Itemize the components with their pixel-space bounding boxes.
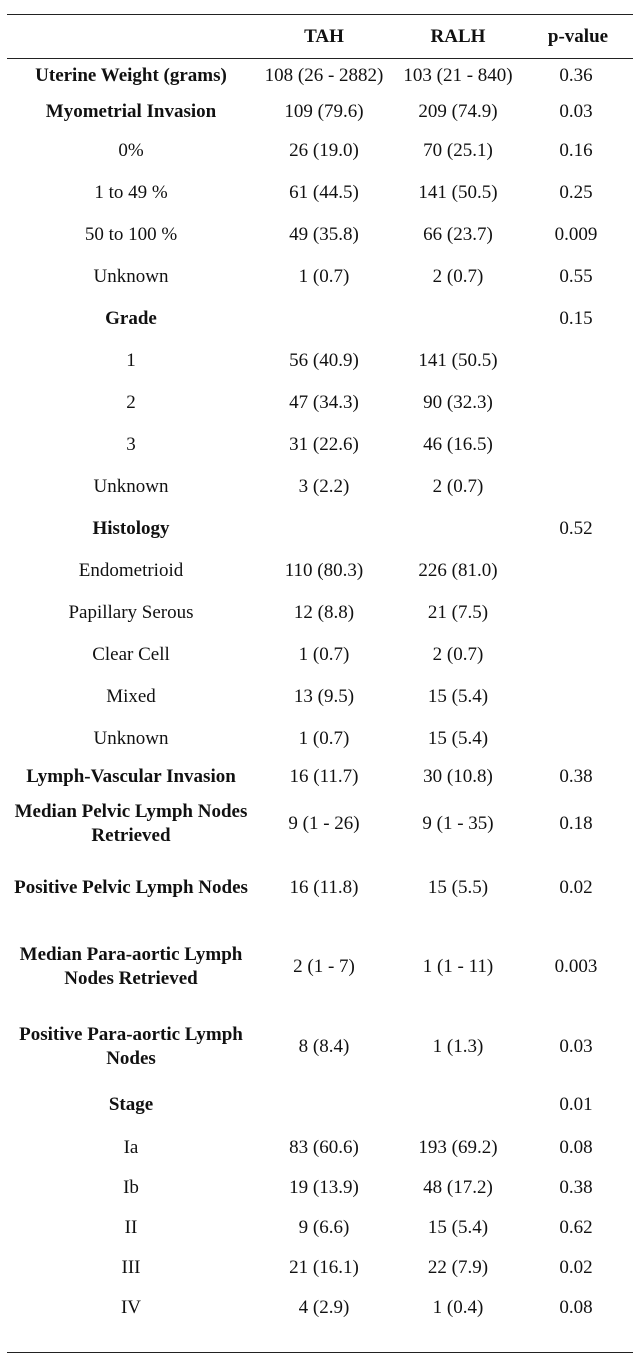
ralh-value: 46 (16.5) [423,434,493,455]
tah-value: 16 (11.8) [289,877,359,898]
ralh-value: 1 (0.4) [432,1297,484,1318]
table-row [7,340,633,382]
row-label: 0% [118,140,144,161]
table-top-rule [7,14,633,15]
tah-value: 16 (11.7) [289,766,359,787]
row-label: Unknown [93,728,169,749]
row-label: Unknown [93,476,169,497]
table-bottom-rule [7,1352,633,1353]
header-tah: TAH [304,26,344,47]
tah-value: 47 (34.3) [289,392,359,413]
table-row [7,592,633,634]
tah-value [255,298,393,340]
row-label: 1 [126,350,136,371]
tah-value: 8 (8.4) [298,1036,350,1057]
tah-value: 31 (22.6) [289,434,359,455]
p-value [523,382,633,424]
table-row [7,1128,633,1168]
row-label: 1 to 49 % [94,182,168,203]
table-row [7,1248,633,1288]
ralh-value: 15 (5.4) [427,686,489,707]
row-label: IV [120,1297,142,1318]
tah-value: 9 (6.6) [298,1217,350,1238]
table-row [7,256,633,298]
header-ralh: RALH [430,26,486,47]
ralh-value: 15 (5.5) [427,877,489,898]
p-value: 0.03 [559,101,593,122]
table-row [7,1208,633,1248]
p-value: 0.55 [559,266,593,287]
header-row [7,16,633,58]
row-label: Lymph-Vascular Invasion [26,766,236,787]
ralh-value: 9 (1 - 35) [422,813,494,834]
tah-value: 83 (60.6) [289,1137,359,1158]
p-value: 0.003 [554,956,598,977]
row-label: Papillary Serous [68,602,194,623]
p-value: 0.52 [559,518,593,539]
table-row [7,1012,633,1082]
p-value: 0.62 [559,1217,593,1238]
header-label-column [7,16,255,58]
tah-value: 19 (13.9) [289,1177,359,1198]
table-row [7,214,633,256]
ralh-value: 15 (5.4) [427,728,489,749]
table-row [7,298,633,340]
table-row [7,1288,633,1328]
tah-value: 12 (8.8) [293,602,355,623]
ralh-value: 193 (69.2) [418,1137,498,1158]
p-value [523,676,633,718]
p-value: 0.38 [559,1177,593,1198]
p-value [523,466,633,508]
tah-value: 2 (1 - 7) [293,956,355,977]
table-row [7,1082,633,1128]
row-label: Median Para-aortic Lymph Nodes Retrieved [19,944,243,989]
tah-value: 3 (2.2) [298,476,350,497]
p-value [523,592,633,634]
ralh-value [393,298,523,340]
p-value: 0.009 [554,224,598,245]
tah-value: 1 (0.7) [298,266,350,287]
p-value [523,718,633,760]
tah-value: 1 (0.7) [298,644,350,665]
row-label: III [121,1257,141,1278]
ralh-value: 15 (5.4) [427,1217,489,1238]
row-label: 3 [126,434,136,455]
tah-value: 13 (9.5) [293,686,355,707]
table-row [7,94,633,130]
row-label: II [124,1217,138,1238]
ralh-value: 103 (21 - 840) [403,65,513,86]
tah-value: 109 (79.6) [284,101,364,122]
comparison-table [7,16,633,1328]
p-value: 0.02 [559,877,593,898]
table-body [7,58,633,1328]
p-value: 0.02 [559,1257,593,1278]
table-row [7,508,633,550]
ralh-value: 22 (7.9) [427,1257,489,1278]
ralh-value: 1 (1 - 11) [422,956,494,977]
ralh-value: 141 (50.5) [418,350,498,371]
row-label: Clear Cell [92,644,170,665]
row-label: Median Pelvic Lymph Nodes Retrieved [14,801,248,846]
tah-value: 4 (2.9) [298,1297,350,1318]
tah-value [255,508,393,550]
ralh-value: 2 (0.7) [432,476,484,497]
row-label: Ia [123,1137,139,1158]
table-row [7,794,633,854]
table-row [7,130,633,172]
tah-value: 56 (40.9) [289,350,359,371]
ralh-value: 30 (10.8) [423,766,493,787]
p-value: 0.25 [559,182,593,203]
table-row [7,922,633,1012]
ralh-value: 2 (0.7) [432,266,484,287]
table-row [7,634,633,676]
p-value: 0.08 [559,1297,593,1318]
table-row [7,382,633,424]
ralh-value [393,508,523,550]
tah-value: 9 (1 - 26) [288,813,360,834]
p-value: 0.38 [559,766,593,787]
row-label: Grade [105,308,157,329]
tah-value: 110 (80.3) [284,560,364,581]
ralh-value [393,1082,523,1128]
table-row [7,550,633,592]
table-row [7,466,633,508]
tah-value: 21 (16.1) [289,1257,359,1278]
ralh-value: 70 (25.1) [423,140,493,161]
p-value: 0.03 [559,1036,593,1057]
tah-value [255,1082,393,1128]
p-value [523,340,633,382]
tah-value: 26 (19.0) [289,140,359,161]
row-label: Stage [108,1094,154,1115]
tah-value: 108 (26 - 2882) [264,65,384,86]
p-value: 0.15 [559,308,593,329]
table-row [7,424,633,466]
tah-value: 49 (35.8) [289,224,359,245]
tah-value: 61 (44.5) [289,182,359,203]
p-value [523,424,633,466]
ralh-value: 141 (50.5) [418,182,498,203]
ralh-value: 21 (7.5) [427,602,489,623]
p-value: 0.01 [559,1094,593,1115]
p-value: 0.16 [559,140,593,161]
row-label: 50 to 100 % [84,224,178,245]
table-row [7,854,633,922]
p-value: 0.18 [559,813,593,834]
row-label: Mixed [106,686,156,707]
p-value: 0.36 [559,65,593,86]
ralh-value: 90 (32.3) [423,392,493,413]
row-label: Ib [123,1177,139,1198]
row-label: Positive Para-aortic Lymph Nodes [19,1024,243,1069]
ralh-value: 66 (23.7) [423,224,493,245]
ralh-value: 1 (1.3) [432,1036,484,1057]
table-row [7,172,633,214]
table-row [7,58,633,94]
row-label: Uterine Weight (grams) [35,65,227,86]
row-label: Unknown [93,266,169,287]
p-value [523,550,633,592]
tah-value: 1 (0.7) [298,728,350,749]
header-p-value: p-value [547,26,609,47]
row-label: 2 [126,392,136,413]
ralh-value: 209 (74.9) [418,101,498,122]
p-value: 0.08 [559,1137,593,1158]
table-row [7,760,633,794]
table-row [7,718,633,760]
ralh-value: 2 (0.7) [432,644,484,665]
ralh-value: 48 (17.2) [423,1177,493,1198]
table-row [7,1168,633,1208]
row-label: Positive Pelvic Lymph Nodes [14,877,248,898]
ralh-value: 226 (81.0) [418,560,498,581]
row-label: Endometrioid [78,560,184,581]
row-label: Histology [92,518,170,539]
row-label: Myometrial Invasion [45,101,217,122]
table-row [7,676,633,718]
p-value [523,634,633,676]
